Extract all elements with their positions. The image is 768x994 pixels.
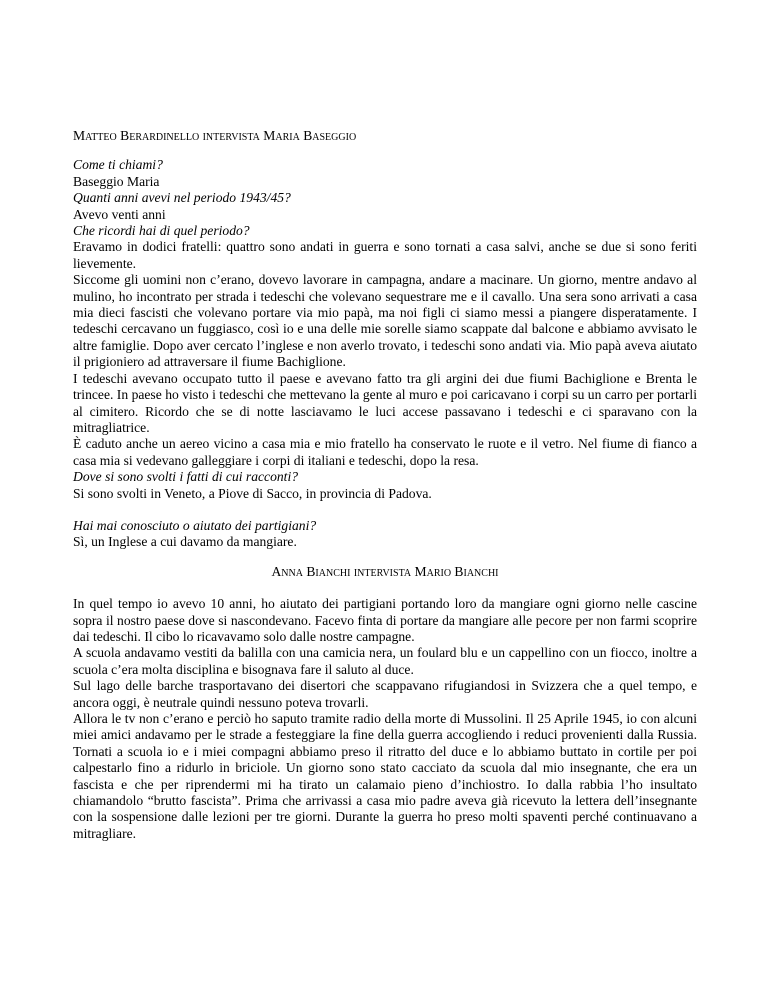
answer-memories-paragraph: È caduto anche un aereo vicino a casa mia e mio fratello ha conservato le ruote e il vetro. Nel fiume di fianco a casa mia si vedevano galleggiare i corpi di italiani e tedeschi, dopo la resa. (73, 436, 697, 468)
story-paragraph: In quel tempo io avevo 10 anni, ho aiutato dei partigiani portando loro da mangiare ogni giorno nelle cascine sopra il nostro paese dove si nascondevano. Facevo finta di portare da mangiare alle pecore per non farmi scoprire dai tedeschi. Il cibo lo ricavavamo solo dalle nostre campagne. (73, 596, 697, 644)
question-place: Dove si sono svolti i fatti di cui racconti? (73, 469, 299, 485)
question-name: Come ti chiami? (73, 157, 163, 173)
question-age: Quanti anni avevi nel periodo 1943/45? (73, 190, 291, 206)
question-memories: Che ricordi hai di quel periodo? (73, 223, 250, 239)
answer-place: Si sono svolti in Veneto, a Piove di Sacco, in provincia di Padova. (73, 485, 432, 501)
answer-memories-paragraph: Siccome gli uomini non c’erano, dovevo lavorare in campagna, andare a macinare. Un giorno, mentre andavo al mulino, ho incontrato per strada i tedeschi che volevano sequestrare me e il cavallo. Una sera sono arrivati a casa mia dieci fascisti che volevano portare via mio papà, ma noi figli ci siamo messi a piangere disperatamente. I tedeschi cercavano un fuggiasco, così io e una delle mie sorelle siamo scappate dal balcone e abbiamo avvisato le altre famiglie. Dopo aver cercato l’inglese e non averlo trovato, i tedeschi sono andati via. Mio papà aveva aiutato il prigioniero ad attraversare il fiume Bachiglione. (73, 272, 697, 370)
answer-partisans: Sì, un Inglese a cui davamo da mangiare. (73, 534, 297, 550)
interview-heading-2: Anna Bianchi intervista Mario Bianchi (271, 563, 499, 579)
answer-name: Baseggio Maria (73, 173, 160, 189)
question-partisans: Hai mai conosciuto o aiutato dei partigiani? (73, 517, 317, 533)
interview-heading-1: Matteo Berardinello intervista Maria Baseggio (73, 128, 357, 143)
story-paragraph: A scuola andavamo vestiti da balilla con una camicia nera, un foulard blu e un cappellino con un fiocco, inoltre a scuola c’era molta disciplina e bisognava fare il saluto al duce. (73, 645, 697, 677)
spacer (73, 502, 697, 518)
spacer (73, 551, 697, 564)
answer-memories-paragraph: Eravamo in dodici fratelli: quattro sono andati in guerra e sono tornati a casa salvi, anche se due si sono feriti lievemente. (73, 239, 697, 271)
spacer (73, 580, 697, 596)
story-paragraph: Allora le tv non c’erano e perciò ho saputo tramite radio della morte di Mussolini. Il 25 Aprile 1945, io con alcuni miei amici andavamo per le strade a festeggiare la fine della guerra accogliendo i reduci provenienti dalla Russia. Tornati a scuola io e i miei compagni abbiamo preso il ritratto del duce e lo abbiamo buttato in cortile per poi calpestarlo fino a ridurlo in briciole. Un giorno sono stato cacciato da scuola dal mio insegnante, che era un fascista e che per riprendermi mi ha tirato un calamaio pieno d’inchiostro. Io dalla rabbia l’ho insultato chiamandolo “brutto fascista”. Prima che arrivassi a casa mio padre aveva già ricevuto la lettera dell’insegnante con la sospensione dalle lezioni per tre giorni. Durante la guerra ho preso molti spaventi perché continuavano a mitragliare. (73, 711, 697, 841)
answer-memories-paragraph: I tedeschi avevano occupato tutto il paese e avevano fatto tra gli argini dei due fiumi Bachiglione e Brenta le trincee. In paese ho visto i tedeschi che mettevano la gente al muro e poi caricavano i corpi su un carro per portarli al cimitero. Ricordo che se di notte lasciavamo le luci accese passavano i tedeschi e ci sparavano con la mitragliatrice. (73, 370, 697, 435)
answer-age: Avevo venti anni (73, 206, 166, 222)
spacer (73, 144, 697, 157)
document-page (73, 128, 697, 842)
story-paragraph: Sul lago delle barche trasportavano dei disertori che scappavano rifugiandosi in Svizzera che a quel tempo, e ancora oggi, è neutrale quindi nessuno poteva trovarli. (73, 678, 697, 710)
